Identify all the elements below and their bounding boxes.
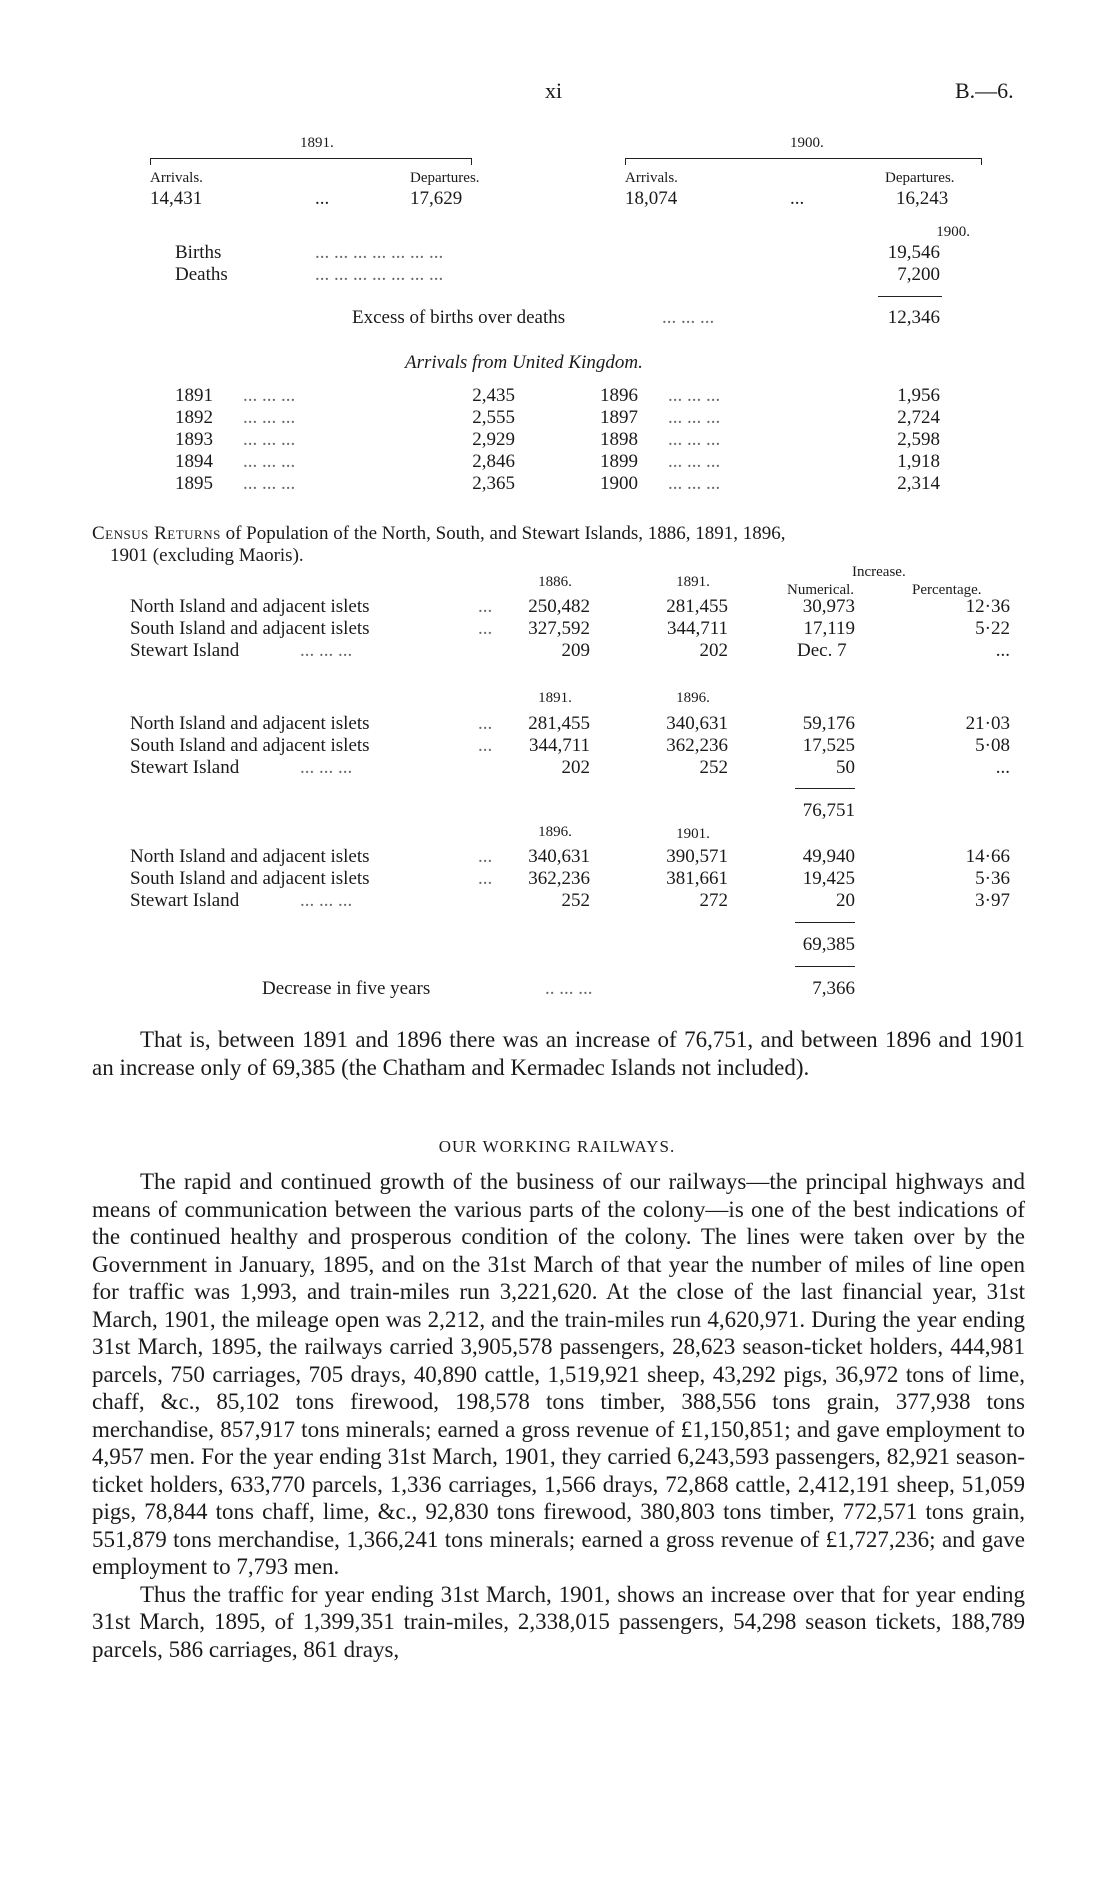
uk-value: 2,365 <box>472 473 515 494</box>
arrivals-1900-label: Arrivals. <box>625 170 678 186</box>
sum-rule <box>795 788 855 789</box>
census-value: 390,571 <box>666 846 728 867</box>
census-caption-line1 <box>92 523 786 545</box>
census-value: 272 <box>699 890 728 911</box>
sum-rule <box>795 922 855 923</box>
brace-1891 <box>150 158 472 165</box>
uk-year: 1899 <box>600 451 638 472</box>
uk-dots: ... ... ... <box>243 429 296 450</box>
arrivals-1900-value: 18,074 <box>625 188 678 209</box>
row-label-stewart: Stewart Island <box>130 640 240 661</box>
births-value: 19,546 <box>887 242 940 263</box>
railways-paragraph-2: Thus the traffic for year ending 31st March, 1901, shows an increase over that for year ending 31st March, 1895, of 1,399,351 train-miles, 2,338,015 passengers, 54,298 season tickets, 188,789 parcels, 586 carriages, 861 drays, <box>92 1581 1025 1662</box>
increase-percentage: ... <box>995 640 1010 661</box>
departures-1891-value: 17,629 <box>410 188 463 209</box>
deaths-dots: ... ... ... ... ... ... ... <box>315 264 444 285</box>
census-value: 344,711 <box>666 618 728 639</box>
census-year-heading: 1891. <box>676 574 710 590</box>
section-heading: OUR WORKING RAILWAYS. <box>438 1137 676 1156</box>
railways-paragraph-1: The rapid and continued growth of the business of our railways—the principal highways and means of communication between the various parts of the colony—is one of the best indications of the continued healthy and prosperous condition of the colony. The lines were taken over by the Government in January, 1895, and on the 31st March of that year the number of miles of line open for traffic was 1,993, and train-miles run 3,221,620. At the close of the last financial year, 31st March, 1901, the mileage open was 2,212, and the train-miles run 4,620,971. During the year ending 31st March, 1895, the railways carried 3,905,578 passengers, 28,623 season-ticket holders, 444,981 parcels, 750 carriages, 705 drays, 40,890 cattle, 1,519,921 sheep, 43,292 pigs, 36,972 tons of lime, chaff, &c., 85,102 tons firewood, 198,578 tons timber, 388,556 tons grain, 377,938 tons merchandise, 857,917 tons minerals; earned a gross revenue of £1,150,851; and gave employment to 4,957 men. For the year ending 31st March, 1901, they carried 6,243,593 passengers, 82,921 season-ticket holders, 633,770 parcels, 1,336 carriages, 1,566 drays, 72,868 cattle, 2,412,191 sheep, 51,059 pigs, 78,844 tons chaff, lime, &c., 92,830 tons firewood, 380,803 tons timber, 772,571 tons grain, 551,879 tons merchandise, 1,366,241 tons minerals; earned a gross revenue of £1,727,236; and gave employment to 7,793 men. <box>92 1169 1025 1579</box>
uk-year: 1896 <box>600 385 638 406</box>
numerical-heading: Numerical. <box>787 582 855 598</box>
uk-value: 2,314 <box>897 473 940 494</box>
uk-dots: ... ... ... <box>668 407 721 428</box>
row-label-north: North Island and adjacent islets <box>130 713 370 734</box>
census-year-heading: 1896. <box>538 824 572 840</box>
uk-year: 1895 <box>175 473 213 494</box>
uk-dots: ... ... ... <box>243 473 296 494</box>
decrease-label: Decrease in five years <box>262 978 431 999</box>
brace-1900 <box>625 158 982 165</box>
uk-year: 1894 <box>175 451 213 472</box>
uk-dots: ... ... ... <box>243 385 296 406</box>
census-value: 340,631 <box>666 713 728 734</box>
census-value: 327,592 <box>528 618 590 639</box>
increase-numerical: 20 <box>836 890 855 911</box>
uk-dots: ... ... ... <box>668 429 721 450</box>
row-dots: ... <box>478 868 493 889</box>
row-label-north: North Island and adjacent islets <box>130 596 370 617</box>
uk-dots: ... ... ... <box>668 473 721 494</box>
paragraph-text: That is, between 1891 and 1896 there was an increase of 76,751, and between 1896 and 1901 an increase only of 69,385 (the Chatham and Kermadec Islands not included). <box>92 1027 1025 1080</box>
deaths-value: 7,200 <box>897 264 940 285</box>
excess-label: Excess of births over deaths <box>352 307 566 328</box>
uk-value: 1,956 <box>897 385 940 406</box>
increase-total: 69,385 <box>802 934 855 955</box>
increase-percentage: 5·36 <box>975 868 1010 889</box>
row-dots: ... <box>478 713 493 734</box>
departures-1900-value: 16,243 <box>896 188 949 209</box>
increase-total: 76,751 <box>802 800 855 821</box>
row-dots: ... ... ... <box>300 757 353 778</box>
census-caption-smallcaps: Census Returns <box>92 523 221 544</box>
census-summary-paragraph <box>92 1026 1025 1081</box>
increase-percentage: ... <box>995 757 1010 778</box>
uk-year: 1898 <box>600 429 638 450</box>
excess-dots: ... ... ... <box>662 307 715 328</box>
increase-numerical: Dec. 7 <box>797 640 847 661</box>
uk-year: 1893 <box>175 429 213 450</box>
census-value: 250,482 <box>528 596 590 617</box>
sum-rule <box>795 966 855 967</box>
increase-heading: Increase. <box>852 564 906 580</box>
row-label-north: North Island and adjacent islets <box>130 846 370 867</box>
row-label-south: South Island and adjacent islets <box>130 618 370 639</box>
deaths-label: Deaths <box>175 264 228 285</box>
uk-value: 2,724 <box>897 407 940 428</box>
census-value: 362,236 <box>528 868 590 889</box>
census-value: 202 <box>699 640 728 661</box>
row-dots: ... <box>478 846 493 867</box>
year-1900-heading: 1900. <box>790 135 824 151</box>
vital-year-heading: 1900. <box>936 224 970 240</box>
departures-1900-label: Departures. <box>885 170 955 186</box>
census-caption-rest: of Population of the North, South, and Stewart Islands, 1886, 1891, 1896, <box>220 523 786 544</box>
uk-dots: ... ... ... <box>243 451 296 472</box>
row-dots: ... <box>478 596 493 617</box>
census-value: 362,236 <box>666 735 728 756</box>
increase-numerical: 50 <box>836 757 855 778</box>
census-year-heading: 1896. <box>676 690 710 706</box>
row-label-south: South Island and adjacent islets <box>130 735 370 756</box>
increase-numerical: 30,973 <box>802 596 855 617</box>
census-value: 281,455 <box>528 713 590 734</box>
census-value: 252 <box>699 757 728 778</box>
increase-percentage: 3·97 <box>975 890 1010 911</box>
increase-percentage: 12·36 <box>965 596 1010 617</box>
uk-dots: ... ... ... <box>668 385 721 406</box>
sum-rule <box>878 296 942 297</box>
uk-value: 2,929 <box>472 429 515 450</box>
uk-arrivals-title: Arrivals from United Kingdom. <box>405 352 643 373</box>
railways-section <box>92 1168 1025 1663</box>
uk-year: 1891 <box>175 385 213 406</box>
census-value: 252 <box>561 890 590 911</box>
arrivals-1891-value: 14,431 <box>150 188 203 209</box>
uk-value: 2,555 <box>472 407 515 428</box>
uk-dots: ... ... ... <box>243 407 296 428</box>
census-year-heading: 1901. <box>676 826 710 842</box>
uk-value: 1,918 <box>897 451 940 472</box>
row-dots: ... ... ... <box>300 890 353 911</box>
arrivals-1891-label: Arrivals. <box>150 170 203 186</box>
uk-dots: ... ... ... <box>668 451 721 472</box>
uk-year: 1892 <box>175 407 213 428</box>
increase-numerical: 19,425 <box>802 868 855 889</box>
excess-value: 12,346 <box>887 307 940 328</box>
census-caption-line2: 1901 (excluding Maoris). <box>110 545 304 566</box>
uk-value: 2,846 <box>472 451 515 472</box>
year-1891-heading: 1891. <box>300 135 334 151</box>
decrease-dots: .. ... ... <box>545 978 593 999</box>
increase-numerical: 49,940 <box>802 846 855 867</box>
increase-numerical: 59,176 <box>802 713 855 734</box>
census-value: 344,711 <box>528 735 590 756</box>
census-value: 202 <box>561 757 590 778</box>
percentage-heading: Percentage. <box>912 582 982 598</box>
uk-value: 2,435 <box>472 385 515 406</box>
uk-year: 1900 <box>600 473 638 494</box>
births-label: Births <box>175 242 222 263</box>
census-value: 281,455 <box>666 596 728 617</box>
row-dots: ... ... ... <box>300 640 353 661</box>
page-number: xi <box>545 78 563 103</box>
document-reference: B.—6. <box>955 78 1014 103</box>
births-dots: ... ... ... ... ... ... ... <box>315 242 444 263</box>
row-dots: ... <box>478 618 493 639</box>
increase-percentage: 21·03 <box>965 713 1010 734</box>
dots: ... <box>315 188 330 209</box>
decrease-value: 7,366 <box>812 978 855 999</box>
census-value: 209 <box>561 640 590 661</box>
uk-value: 2,598 <box>897 429 940 450</box>
census-value: 381,661 <box>666 868 728 889</box>
census-value: 340,631 <box>528 846 590 867</box>
census-year-heading: 1891. <box>538 690 572 706</box>
census-year-heading: 1886. <box>538 574 572 590</box>
row-label-south: South Island and adjacent islets <box>130 868 370 889</box>
increase-percentage: 14·66 <box>965 846 1010 867</box>
increase-numerical: 17,119 <box>803 618 855 639</box>
increase-percentage: 5·22 <box>975 618 1010 639</box>
row-dots: ... <box>478 735 493 756</box>
departures-1891-label: Departures. <box>410 170 480 186</box>
row-label-stewart: Stewart Island <box>130 890 240 911</box>
increase-percentage: 5·08 <box>975 735 1010 756</box>
row-label-stewart: Stewart Island <box>130 757 240 778</box>
dots: ... <box>790 188 805 209</box>
uk-year: 1897 <box>600 407 638 428</box>
increase-numerical: 17,525 <box>802 735 855 756</box>
